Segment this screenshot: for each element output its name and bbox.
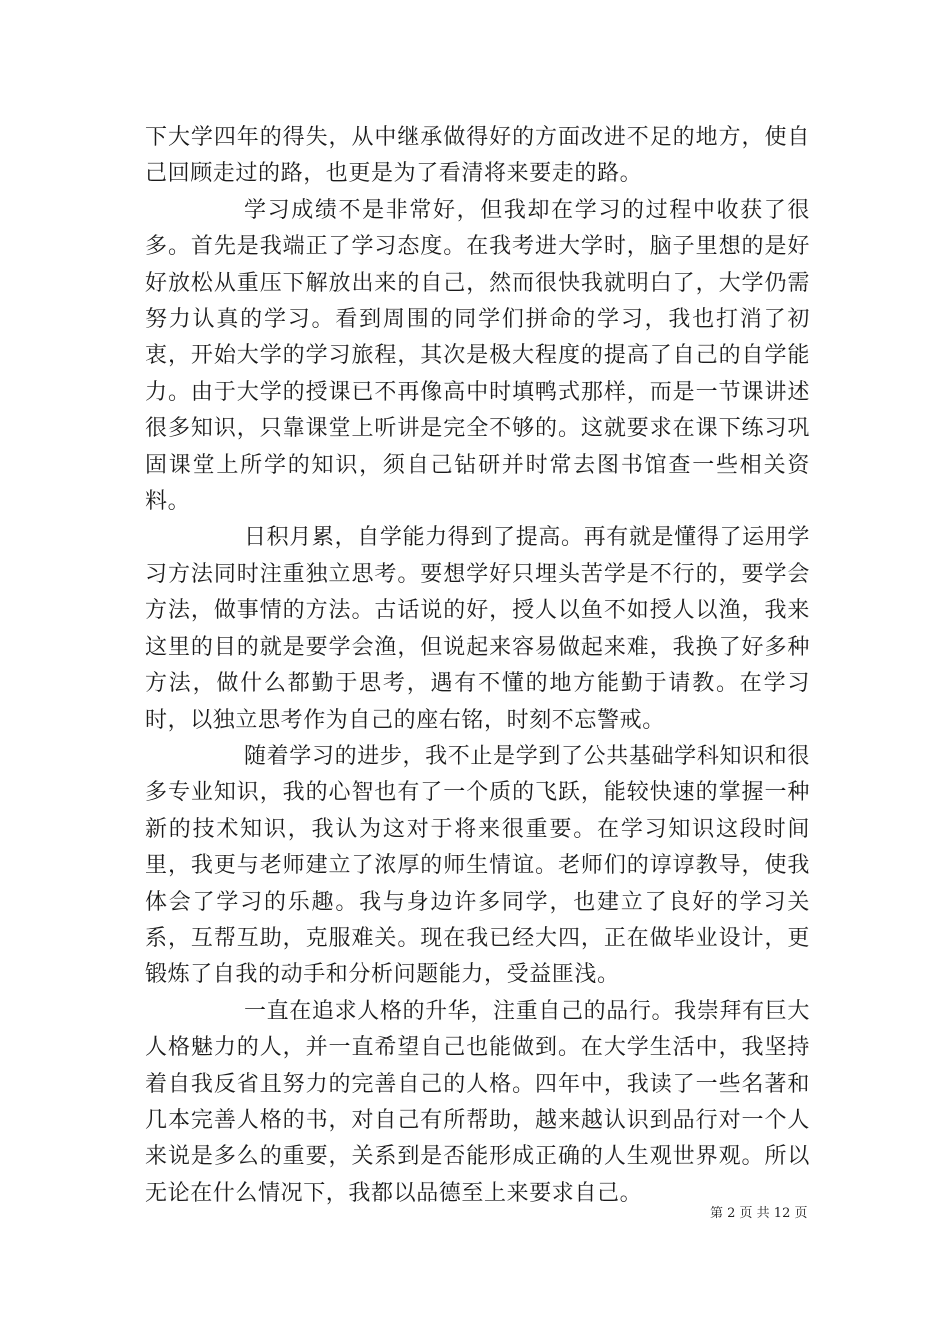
document-body bbox=[145, 120, 810, 1212]
paragraph-1: 下大学四年的得失，从中继承做得好的方面改进不足的地方，使自己回顾走过的路，也更是为了看清将来要走的路。 bbox=[145, 125, 810, 187]
paragraph-3: 日积月累，自学能力得到了提高。再有就是懂得了运用学习方法同时注重独立思考。要想学好只埋头苦学是不行的，要学会方法，做事情的方法。古话说的好，授人以鱼不如授人以渔，我来这里的目的就是要学会渔，但说起来容易做起来难，我换了好多种方法，做什么都勤于思考，遇有不懂的地方能勤于请教。在学习时，以独立思考作为自己的座右铭，时刻不忘警戒。 bbox=[145, 525, 810, 733]
paragraph-5: 一直在追求人格的升华，注重自己的品行。我崇拜有巨大人格魅力的人，并一直希望自己也能做到。在大学生活中，我坚持着自我反省且努力的完善自己的人格。四年中，我读了一些名著和几本完善人格的书，对自己有所帮助，越来越认识到品行对一个人来说是多么的重要，关系到是否能形成正确的人生观世界观。所以无论在什么情况下，我都以品德至上来要求自己。 bbox=[145, 998, 810, 1206]
paragraph-2: 学习成绩不是非常好，但我却在学习的过程中收获了很多。首先是我端正了学习态度。在我考进大学时，脑子里想的是好好放松从重压下解放出来的自己，然而很快我就明白了，大学仍需努力认真的学习。看到周围的同学们拼命的学习，我也打消了初衷，开始大学的学习旅程，其次是极大程度的提高了自己的自学能力。由于大学的授课已不再像高中时填鸭式那样，而是一节课讲述很多知识，只靠课堂上听讲是完全不够的。这就要求在课下练习巩固课堂上所学的知识，须自己钻研并时常去图书馆查一些相关资料。 bbox=[145, 197, 810, 515]
paragraph-4: 随着学习的进步，我不止是学到了公共基础学科知识和很多专业知识，我的心智也有了一个质的飞跃，能较快速的掌握一种新的技术知识，我认为这对于将来很重要。在学习知识这段时间里，我更与老师建立了浓厚的师生情谊。老师们的谆谆教导，使我体会了学习的乐趣。我与身边许多同学，也建立了良好的学习关系，互帮互助，克服难关。现在我已经大四，正在做毕业设计，更锻炼了自我的动手和分析问题能力，受益匪浅。 bbox=[145, 743, 810, 988]
page-number-footer: 第 2 页 共 12 页 bbox=[710, 1206, 808, 1221]
